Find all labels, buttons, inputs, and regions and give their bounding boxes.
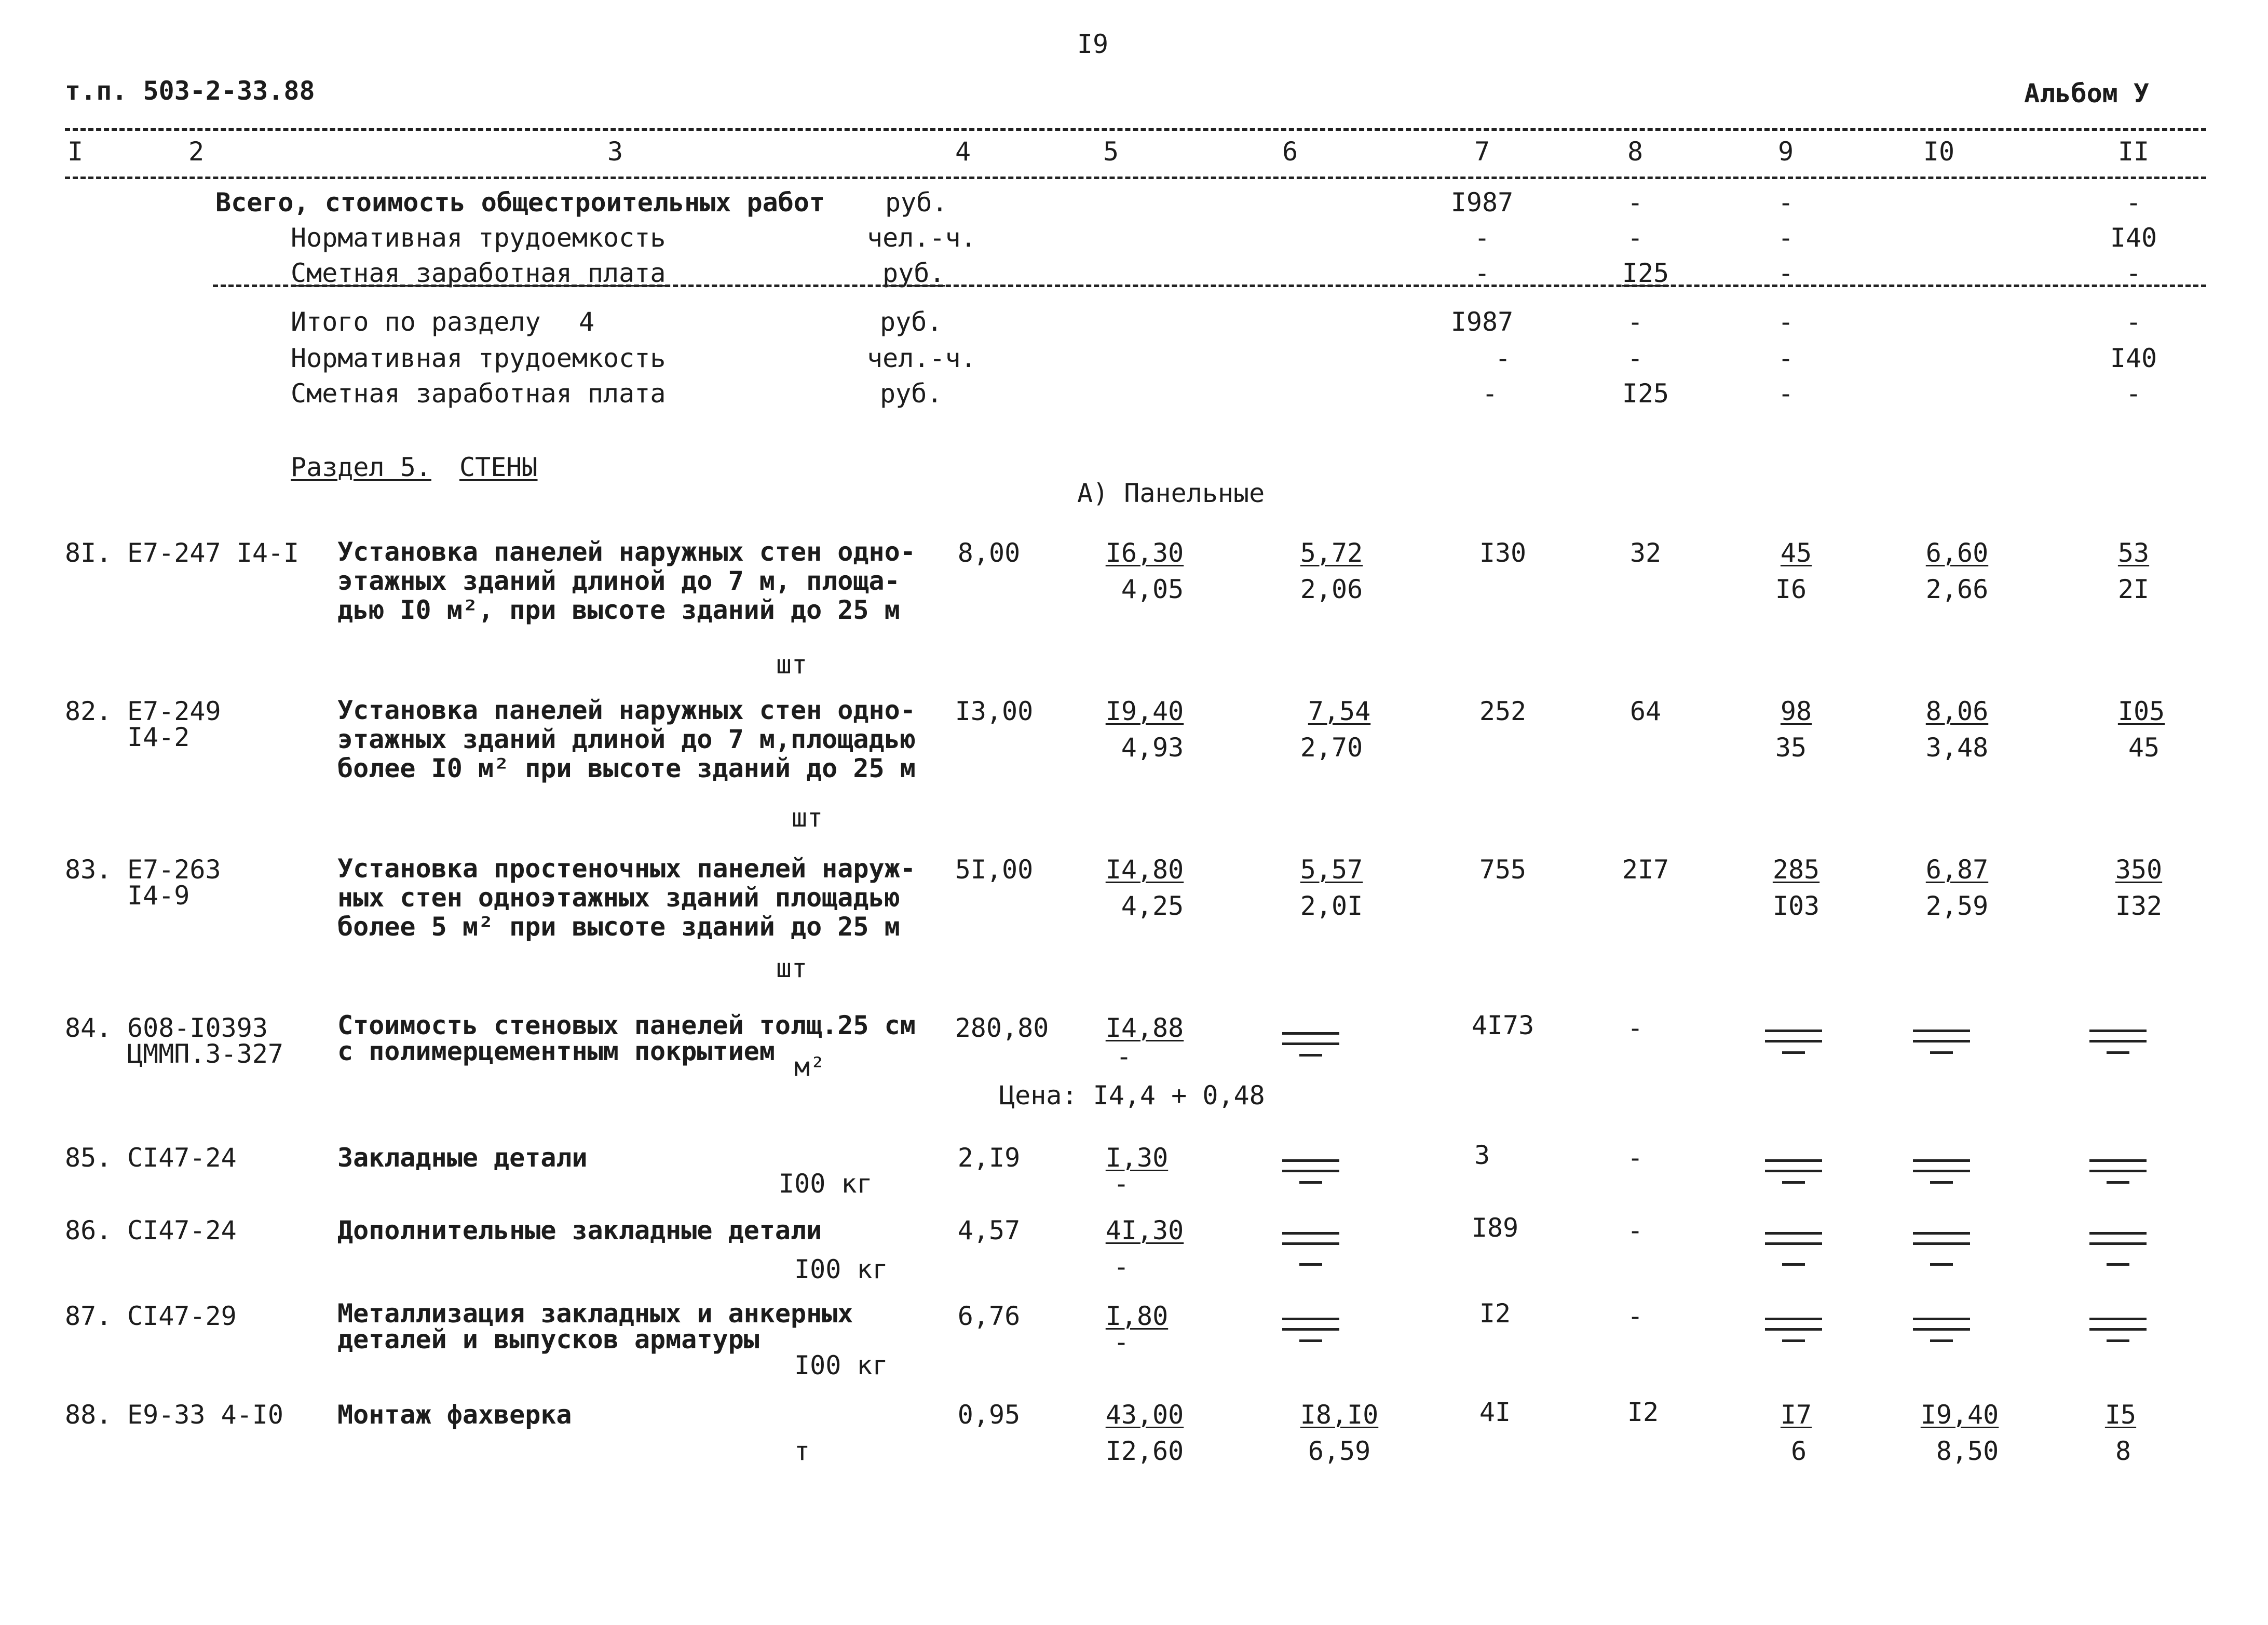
row-unit: руб. (882, 258, 945, 288)
col-10-top: 6,87 (1925, 855, 1989, 885)
col-10-bottom: 8,50 (1936, 1436, 1999, 1466)
col-9-blank-fraction (1765, 1223, 1822, 1264)
item-description (337, 1399, 572, 1430)
item-quantity: 6,76 (957, 1301, 1021, 1331)
item-description (337, 1298, 853, 1355)
col-11-top: I5 (2104, 1400, 2137, 1430)
item-unit: шт (776, 953, 808, 983)
col-11-top: 53 (2117, 538, 2150, 568)
col-11-value: I40 (2110, 343, 2157, 373)
col-5-bottom: - (1113, 1252, 1130, 1282)
section-number: 4 (579, 307, 595, 337)
col-9-top: I7 (1780, 1400, 1812, 1430)
description-line: Монтаж фахверка (337, 1400, 572, 1430)
col-8-value: - (1627, 307, 1644, 337)
description-line: с полимерцементным покрытием (337, 1036, 775, 1066)
col-10-blank-fraction (1913, 1223, 1970, 1264)
column-header: 9 (1777, 137, 1794, 167)
col-5-bottom: I2,60 (1105, 1436, 1184, 1466)
col-6-bottom: 6,59 (1308, 1436, 1371, 1466)
item-quantity: 4,57 (957, 1215, 1021, 1245)
description-line: Стоимость стеновых панелей толщ.25 см (337, 1010, 916, 1040)
col-5-top: 43,00 (1105, 1400, 1184, 1430)
row-label: Сметная заработная плата (291, 378, 666, 409)
description-line: Металлизация закладных и анкерных (337, 1298, 853, 1329)
col-5-top: I9,40 (1105, 696, 1184, 726)
col-9-blank-fraction (1765, 1308, 1822, 1350)
col-11-value: - (2125, 378, 2142, 409)
row-label: Сметная заработная плата (291, 258, 666, 288)
description-line: Закладные детали (337, 1143, 588, 1173)
item-description (337, 854, 916, 941)
col-6-bottom: 2,70 (1300, 733, 1363, 763)
col-10-top: 6,60 (1925, 538, 1989, 568)
row-unit: чел.-ч. (867, 223, 976, 253)
item-unit: шт (791, 803, 823, 833)
col-7-value: - (1474, 258, 1490, 288)
item-code: Е7-249 (127, 696, 221, 726)
item-code-line-2: I4-9 (127, 881, 190, 911)
item-description (337, 537, 916, 625)
item-code: Е9-33 4-I0 (127, 1400, 284, 1430)
col-7-value: - (1495, 343, 1511, 373)
col-9-value: - (1777, 223, 1794, 253)
row-unit: чел.-ч. (867, 343, 976, 373)
col-9-top: 45 (1780, 538, 1812, 568)
item-description (337, 696, 916, 783)
col-5-bottom: - (1116, 1041, 1132, 1072)
col-5-top: 4I,30 (1105, 1215, 1184, 1245)
item-number: 8I. (65, 538, 112, 568)
col-8-value: - (1627, 1301, 1644, 1331)
col-8-value: - (1627, 187, 1644, 218)
col-11-blank-fraction (2089, 1020, 2147, 1062)
item-unit: I00 кг (779, 1169, 873, 1199)
column-header: 7 (1474, 137, 1490, 167)
col-11-top: I05 (2117, 696, 2165, 726)
col-6-blank-fraction (1282, 1023, 1339, 1064)
item-number: 88. (65, 1400, 112, 1430)
col-10-bottom: 2,59 (1925, 891, 1989, 921)
header-top-rule (65, 128, 2206, 131)
col-5-top: I,80 (1105, 1301, 1169, 1331)
description-line: более I0 м² при высоте зданий до 25 м (337, 753, 916, 783)
subsection-title: А) Панельные (1077, 478, 1265, 508)
row-unit: руб. (880, 378, 943, 409)
col-7-value: 4I73 (1471, 1010, 1534, 1040)
col-5-top: I6,30 (1105, 538, 1184, 568)
col-7-value: - (1482, 378, 1498, 409)
item-quantity: 280,80 (955, 1013, 1049, 1043)
column-header: 2 (188, 137, 205, 167)
col-8-value: I2 (1627, 1397, 1659, 1427)
item-unit: I00 кг (794, 1350, 888, 1380)
col-5-bottom: 4,93 (1121, 733, 1184, 763)
col-6-bottom: 2,06 (1300, 574, 1363, 604)
item-code-line-2: I4-2 (127, 722, 190, 752)
col-8-value: I25 (1622, 258, 1669, 288)
col-6-top: I8,I0 (1300, 1400, 1379, 1430)
item-unit: т (794, 1436, 810, 1466)
col-10-top: I9,40 (1920, 1400, 1999, 1430)
item-number: 87. (65, 1301, 112, 1331)
item-code: Е7-247 I4-I (127, 538, 300, 568)
col-11-value: - (2125, 307, 2142, 337)
col-6-bottom: 2,0I (1300, 891, 1363, 921)
col-11-bottom: 8 (2115, 1436, 2131, 1466)
col-9-bottom: I6 (1775, 574, 1807, 604)
col-9-value: - (1777, 187, 1794, 218)
row-label: Всего, стоимость общестроительных работ (215, 187, 825, 218)
description-line: этажных зданий длиной до 7 м,площадью (337, 724, 916, 754)
col-8-value: - (1627, 1013, 1644, 1043)
item-code: СI47-24 (127, 1143, 237, 1173)
item-unit: I00 кг (794, 1254, 888, 1284)
row-unit: руб. (885, 187, 948, 218)
col-8-value: 64 (1629, 696, 1662, 726)
col-9-value: - (1777, 343, 1794, 373)
col-11-value: - (2125, 187, 2142, 218)
totals-separator-rule (213, 285, 2206, 287)
header-bottom-rule (65, 177, 2206, 179)
col-11-bottom: I32 (2115, 891, 2163, 921)
item-description (337, 1142, 588, 1173)
item-quantity: I3,00 (955, 696, 1034, 726)
row-label: Итого по разделу (291, 307, 541, 337)
description-line: Установка панелей наружных стен одно- (337, 695, 916, 725)
col-10-blank-fraction (1913, 1150, 1970, 1191)
col-5-bottom: 4,25 (1121, 891, 1184, 921)
col-7-value: I987 (1450, 187, 1514, 218)
col-9-bottom: 35 (1775, 733, 1807, 763)
col-7-value: I987 (1450, 307, 1514, 337)
description-line: этажных зданий длиной до 7 м, площа- (337, 566, 900, 596)
col-7-value: I2 (1479, 1298, 1511, 1329)
col-9-value: - (1777, 378, 1794, 409)
col-7-value: I30 (1479, 538, 1527, 568)
col-9-top: 98 (1780, 696, 1812, 726)
col-7-value: 4I (1479, 1397, 1511, 1427)
col-7-value: 252 (1479, 696, 1527, 726)
col-7-value: 755 (1479, 855, 1527, 885)
column-header: 3 (607, 137, 623, 167)
col-6-top: 7,54 (1308, 696, 1371, 726)
document-code: т.п. 503-2-33.88 (65, 76, 315, 106)
col-10-blank-fraction (1913, 1308, 1970, 1350)
col-11-top: 350 (2115, 855, 2163, 885)
column-header: I0 (1923, 137, 1955, 167)
item-unit: шт (776, 649, 808, 680)
description-line: Установка панелей наружных стен одно- (337, 537, 916, 567)
row-unit: руб. (880, 307, 943, 337)
description-line: Дополнительные закладные детали (337, 1215, 822, 1245)
item-description (337, 1215, 822, 1246)
col-10-bottom: 2,66 (1925, 574, 1989, 604)
col-5-bottom: - (1113, 1327, 1130, 1357)
description-line: более 5 м² при высоте зданий до 25 м (337, 912, 900, 942)
column-header: 6 (1282, 137, 1298, 167)
col-6-top: 5,72 (1300, 538, 1363, 568)
section-title: Раздел 5. (291, 452, 431, 482)
col-10-top: 8,06 (1925, 696, 1989, 726)
item-quantity: 2,I9 (957, 1143, 1021, 1173)
col-8-value: 32 (1629, 538, 1662, 568)
col-9-top: 285 (1772, 855, 1820, 885)
description-line: деталей и выпусков арматуры (337, 1324, 759, 1355)
item-description (337, 1012, 916, 1064)
col-5-top: I4,88 (1105, 1013, 1184, 1043)
item-number: 84. (65, 1013, 112, 1043)
col-8-value: - (1627, 343, 1644, 373)
col-6-blank-fraction (1282, 1150, 1339, 1191)
section-name: СТЕНЫ (459, 452, 538, 482)
col-9-value: - (1777, 307, 1794, 337)
col-5-top: I4,80 (1105, 855, 1184, 885)
col-8-value: - (1627, 1143, 1644, 1173)
item-code-line-2: ЦММП.3-327 (127, 1039, 284, 1069)
column-header: 4 (955, 137, 971, 167)
col-7-value: - (1474, 223, 1490, 253)
col-7-value: I89 (1471, 1213, 1519, 1243)
col-9-bottom: I03 (1772, 891, 1820, 921)
col-8-value: - (1627, 223, 1644, 253)
col-11-blank-fraction (2089, 1223, 2147, 1264)
item-quantity: 0,95 (957, 1400, 1021, 1430)
col-7-value: 3 (1474, 1140, 1490, 1170)
item-code: 608-I0393 (127, 1013, 268, 1043)
item-quantity: 8,00 (957, 538, 1021, 568)
column-header: II (2117, 137, 2150, 167)
item-code: СI47-29 (127, 1301, 237, 1331)
column-header: I (67, 137, 84, 167)
col-8-value: 2I7 (1622, 855, 1669, 885)
page-number: I9 (1077, 29, 1109, 59)
col-6-blank-fraction (1282, 1308, 1339, 1350)
col-11-value: - (2125, 258, 2142, 288)
col-6-top: 5,57 (1300, 855, 1363, 885)
column-header: 8 (1627, 137, 1644, 167)
col-9-blank-fraction (1765, 1020, 1822, 1062)
col-11-bottom: 45 (2128, 733, 2160, 763)
column-header: 5 (1103, 137, 1119, 167)
description-line: Установка простеночных панелей наруж- (337, 854, 916, 884)
item-quantity: 5I,00 (955, 855, 1034, 885)
album-label: Альбом У (2024, 78, 2149, 109)
item-number: 85. (65, 1143, 112, 1173)
item-number: 83. (65, 855, 112, 885)
col-10-bottom: 3,48 (1925, 733, 1989, 763)
row-label: Нормативная трудоемкость (291, 223, 666, 253)
price-note: Цена: I4,4 + 0,48 (999, 1080, 1265, 1111)
description-line: ных стен одноэтажных зданий площадью (337, 883, 900, 913)
col-11-blank-fraction (2089, 1308, 2147, 1350)
col-11-bottom: 2I (2117, 574, 2150, 604)
item-code: Е7-263 (127, 855, 221, 885)
description-line: дью I0 м², при высоте зданий до 25 м (337, 595, 900, 625)
item-code: СI47-24 (127, 1215, 237, 1245)
col-5-bottom: - (1113, 1169, 1130, 1199)
col-5-bottom: 4,05 (1121, 574, 1184, 604)
col-11-blank-fraction (2089, 1150, 2147, 1191)
col-8-value: - (1627, 1215, 1644, 1245)
col-5-top: I,30 (1105, 1143, 1169, 1173)
item-unit: м² (794, 1052, 826, 1082)
item-number: 86. (65, 1215, 112, 1245)
col-10-blank-fraction (1913, 1020, 1970, 1062)
col-6-blank-fraction (1282, 1223, 1339, 1264)
col-9-blank-fraction (1765, 1150, 1822, 1191)
col-8-value: I25 (1622, 378, 1669, 409)
item-number: 82. (65, 696, 112, 726)
row-label: Нормативная трудоемкость (291, 343, 666, 373)
col-9-bottom: 6 (1790, 1436, 1807, 1466)
col-11-value: I40 (2110, 223, 2157, 253)
col-9-value: - (1777, 258, 1794, 288)
